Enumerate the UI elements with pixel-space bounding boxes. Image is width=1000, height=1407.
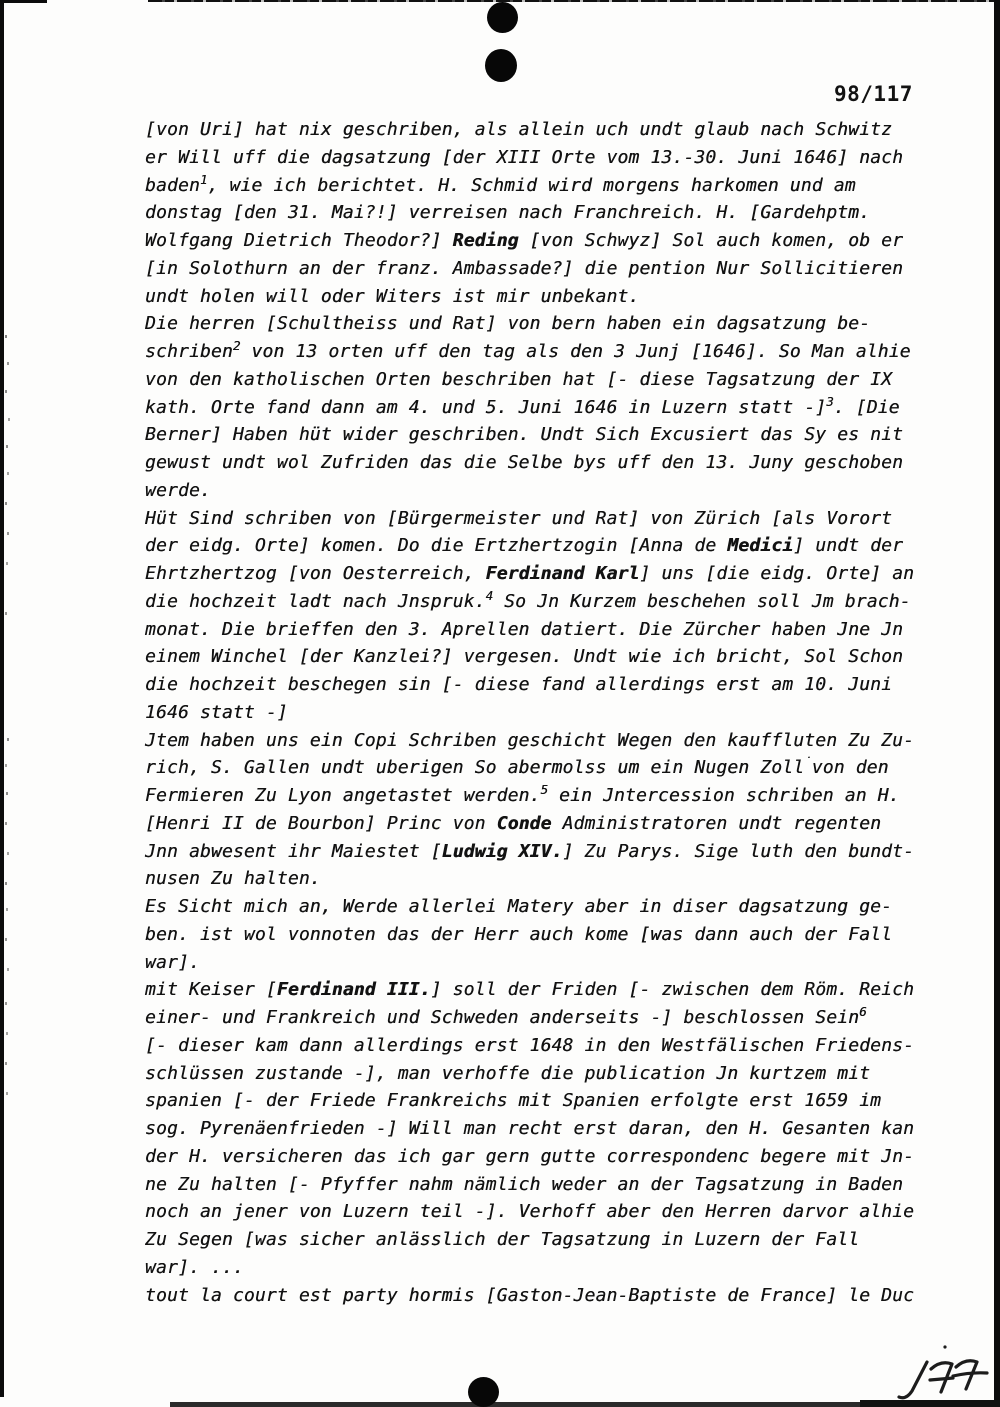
text-line: Die herren [Schultheiss und Rat] von bern haben ein dagsatzung be- [145, 313, 871, 335]
text-line: tout la court est party hormis [Gaston-Jean-Baptiste de France] le Duc [145, 1284, 915, 1306]
text-line: von den katholischen Orten beschriben hat [- diese Tagsatzung der IX [145, 368, 893, 390]
text-line: werde. [145, 479, 211, 501]
text-line: 1646 statt -] [145, 701, 288, 723]
scan-noise-specks [0, 0, 2, 3]
text-line: war]. ... [145, 1256, 244, 1278]
scan-edge-right [994, 0, 1000, 1407]
text-line: [- dieser kam dann allerdings erst 1648 in den Westfälischen Friedens- [145, 1034, 915, 1056]
text-line: die hochzeit ladt nach Jnspruk.$^4$ So Jn Kurzem beschehen soll Jm brach- [145, 587, 911, 612]
punch-dot-bottom [468, 1377, 499, 1407]
text-line: Hüt Sind schriben von [Bürgermeister und Rat] von Zürich [als Vorort [145, 507, 893, 529]
scan-edge-top-right [148, 0, 1000, 2]
text-line: die hochzeit beschegen sin [- diese fand allerdings erst am 10. Juni [145, 674, 893, 695]
text-line: Zu Segen [was sicher anlässlich der Tagsatzung in Luzern der Fall [145, 1229, 860, 1250]
text-line: ben. ist wol vonnoten das der Herr auch kome [was dann auch der Fall [145, 923, 893, 945]
text-line: sog. Pyrenäenfrieden -] Will man recht erst daran, den H. Gesanten kan [145, 1118, 915, 1139]
text-line: Fermieren Zu Lyon angetastet werden.$^5$ ein Jntercession schriben an H. [145, 782, 900, 806]
text-line: nusen Zu halten. [145, 868, 321, 890]
text-line: baden$^1$, wie ich berichtet. H. Schmid wird morgens harkomen und am [145, 171, 856, 196]
text-line: war]. [145, 951, 200, 973]
text-line: gewust undt wol Zufriden das die Selbe bys uff den 13. Juny geschoben [145, 452, 904, 473]
text-line: Jnn abwesent ihr Maiestet [Ludwig XIV.] Zu Parys. Sige luth den bundt- [145, 840, 915, 862]
text-line: der eidg. Orte] komen. Do die Ertzhertzogin [Anna de Medici] undt der [145, 535, 904, 557]
text-line: noch an jener von Luzern teil -]. Verhoff aber den Herren darvor alhie [145, 1201, 915, 1223]
text-line: donstag [den 31. Mai?!] verreisen nach Franchreich. H. [Gardehptm. [145, 202, 871, 224]
text-line: Jtem haben uns ein Copi Schriben geschicht Wegen den kauffluten Zu Zu- [145, 729, 915, 751]
scan-edge-left [0, 0, 4, 1397]
text-line: undt holen will oder Witers ist mir unbekant. [145, 285, 640, 307]
handwritten-page-number [893, 1342, 995, 1404]
text-line: mit Keiser [Ferdinand III.] soll der Friden [- zwischen dem Röm. Reich [145, 979, 915, 1001]
punch-dot-top-lower [485, 49, 517, 82]
text-line: er Will uff die dagsatzung [der XIII Orte vom 13.-30. Juni 1646] nach [145, 146, 904, 168]
text-line: schriben$^2$ von 13 orten uff den tag als den 3 Junj [1646]. So Man alhie [145, 338, 911, 362]
punch-dot-top-upper [487, 2, 518, 33]
text-line: der H. versicheren das ich gar gern gutte correspondenc begere mit Jn- [145, 1145, 915, 1167]
scan-edge-top-left [0, 0, 47, 3]
text-line: spanien [- der Friede Frankreichs mit Spanien erfolgte erst 1659 im [145, 1090, 882, 1112]
text-line: rich, S. Gallen undt uberigen So abermolss um ein Nugen Zoll˙von den [145, 754, 889, 779]
page-number: 98/117 [834, 82, 913, 106]
text-line: kath. Orte fand dann am 4. und 5. Juni 1646 in Luzern statt -]$^3$. [Die [145, 393, 900, 418]
document-text [145, 116, 945, 1309]
text-line: [von Uri] hat nix geschriben, als allein uch undt glaub nach Schwitz [145, 119, 893, 140]
text-line: schlüssen zustande -], man verhoffe die publication Jn kurtzem mit [145, 1062, 871, 1084]
text-line: [in Solothurn an der franz. Ambassade?] die pention Nur Sollicitieren [145, 257, 904, 279]
text-line: Berner] Haben hüt wider geschriben. Undt Sich Excusiert das Sy es nit [145, 424, 904, 446]
text-line: Ehrtzhertzog [von Oesterreich, Ferdinand Karl] uns [die eidg. Orte] an [145, 563, 915, 584]
text-line: [Henri II de Bourbon] Princ von Conde Administratoren undt regenten [145, 812, 882, 834]
text-line: monat. Die brieffen den 3. Aprellen datiert. Die Zürcher haben Jne Jn [145, 618, 904, 640]
text-line: einem Winchel [der Kanzlei?] vergesen. Undt wie ich bricht, Sol Schon [145, 646, 904, 668]
text-line: ne Zu halten [- Pfyffer nahm nämlich weder an der Tagsatzung in Baden [145, 1173, 904, 1195]
text-line: Es Sicht mich an, Werde allerlei Matery aber in diser dagsatzung ge- [145, 896, 893, 917]
text-line: Wolfgang Dietrich Theodor?] Reding [von Schwyz] Sol auch komen, ob er [145, 230, 904, 251]
text-line: einer- und Frankreich und Schweden anderseits -] beschlossen Sein$^6$ [145, 1004, 867, 1028]
